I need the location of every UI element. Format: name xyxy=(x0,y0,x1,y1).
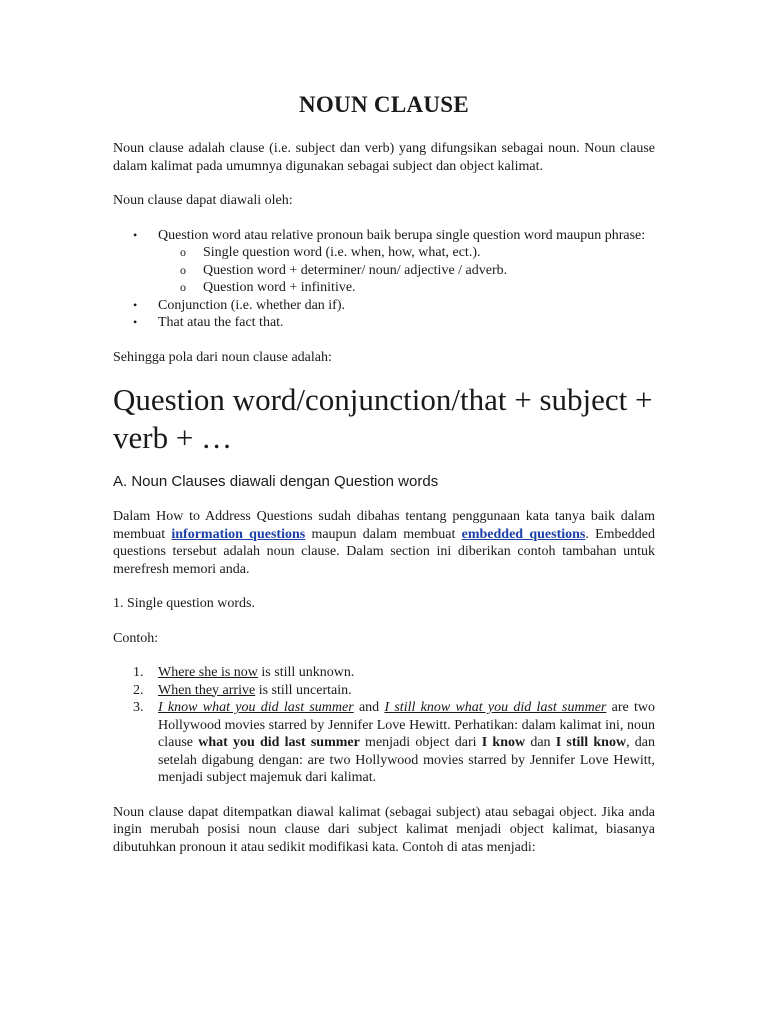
bullet-icon: • xyxy=(133,297,138,312)
paragraph-text: maupun dalam membuat xyxy=(305,526,462,542)
sub-list-item xyxy=(158,244,655,262)
section-heading-a: A. Noun Clauses diawali dengan Question words xyxy=(113,473,439,490)
example-item xyxy=(113,664,655,682)
circle-bullet-icon: o xyxy=(180,262,186,277)
example-text: and xyxy=(353,700,385,715)
list-item xyxy=(113,297,655,315)
example-text: dan xyxy=(525,735,556,750)
page-title: NOUN CLAUSE xyxy=(298,92,470,117)
sub-list-item xyxy=(158,279,655,297)
movie-title: I know what you did last summer xyxy=(158,700,354,715)
lead-in-text: Noun clause dapat diawali oleh: xyxy=(113,193,293,208)
pattern-lead-text: Sehingga pola dari noun clause adalah: xyxy=(113,349,332,365)
sub-list-item-text: Single question word (i.e. when, how, what, ect.). xyxy=(203,245,481,260)
single-question-words-heading: 1. Single question words. xyxy=(113,596,255,611)
example-text: is still uncertain. xyxy=(255,682,352,698)
bullet-icon: • xyxy=(133,315,138,329)
bold-phrase: what you did last summer xyxy=(198,735,360,750)
list-item-text: That atau the fact that. xyxy=(158,315,284,330)
bullet-list xyxy=(113,227,655,332)
example-number: 1. xyxy=(133,665,144,680)
example-text: , dan setelah digabung dengan: are two Hollywood movies starred by Jennifer Love Hewitt, menjadi subject majemuk dari kalimat. xyxy=(158,735,656,785)
example-item xyxy=(113,682,655,700)
sub-list-item-text: Question word + determiner/ noun/ adjective / adverb. xyxy=(203,262,508,278)
bold-phrase: I know xyxy=(481,735,526,750)
sub-list-item-text: Question word + infinitive. xyxy=(203,280,356,295)
embedded-questions-link[interactable]: embedded questions xyxy=(461,526,586,542)
noun-clause-phrase: When they arrive xyxy=(158,682,256,698)
pattern-formula: Question word/conjunction/that + subject + verb + … xyxy=(113,382,653,455)
example-text: are two Hollywood movies starred by Jennifer Love Hewitt. Perhatikan: dalam kalimat ini, noun clause xyxy=(158,700,656,750)
bold-phrase: I still know xyxy=(555,735,627,750)
how-to-address-paragraph xyxy=(113,508,655,578)
sub-list xyxy=(158,244,655,297)
circle-bullet-icon: o xyxy=(180,280,186,294)
closing-paragraph: Noun clause dapat ditempatkan diawal kalimat (sebagai subject) atau sebagai object. Jika anda ingin merubah posisi noun clause dari subject kalimat menjadi object kalimat, biasanya dibutuhkan pronoun it atau sedikit modifikasi kata. Contoh di atas menjadi: xyxy=(113,804,655,855)
list-item-text: Conjunction (i.e. whether dan if). xyxy=(158,297,346,313)
contoh-label: Contoh: xyxy=(113,630,159,646)
document-page xyxy=(113,92,655,856)
example-number: 2. xyxy=(133,682,144,698)
sub-list-item xyxy=(158,262,655,280)
circle-bullet-icon: o xyxy=(180,245,186,259)
bullet-icon: • xyxy=(133,227,138,242)
example-item xyxy=(113,699,655,787)
information-questions-link[interactable]: information questions xyxy=(171,526,306,542)
intro-paragraph: Noun clause adalah clause (i.e. subject dan verb) yang difungsikan sebagai noun. Noun clause dalam kalimat pada umumnya digunakan sebagai subject dan object kalimat. xyxy=(113,141,655,174)
noun-clause-phrase: Where she is now xyxy=(158,665,258,680)
example-list xyxy=(113,664,655,787)
list-item xyxy=(113,314,655,332)
example-text: is still unknown. xyxy=(257,665,355,680)
list-item xyxy=(113,227,655,297)
example-number: 3. xyxy=(133,700,144,715)
example-text: menjadi object dari xyxy=(359,735,482,750)
list-item-text: Question word atau relative pronoun baik berupa single question word maupun phrase: xyxy=(158,227,646,243)
paragraph-text: Dalam How to Address Questions sudah dibahas tentang penggunaan kata tanya baik dalam membuat xyxy=(113,509,655,542)
paragraph-text: . Embedded questions tersebut adalah noun clause. Dalam section ini diberikan contoh tambahan untuk merefresh memori anda. xyxy=(113,526,655,577)
movie-title: I still know what you did last summer xyxy=(384,700,607,715)
